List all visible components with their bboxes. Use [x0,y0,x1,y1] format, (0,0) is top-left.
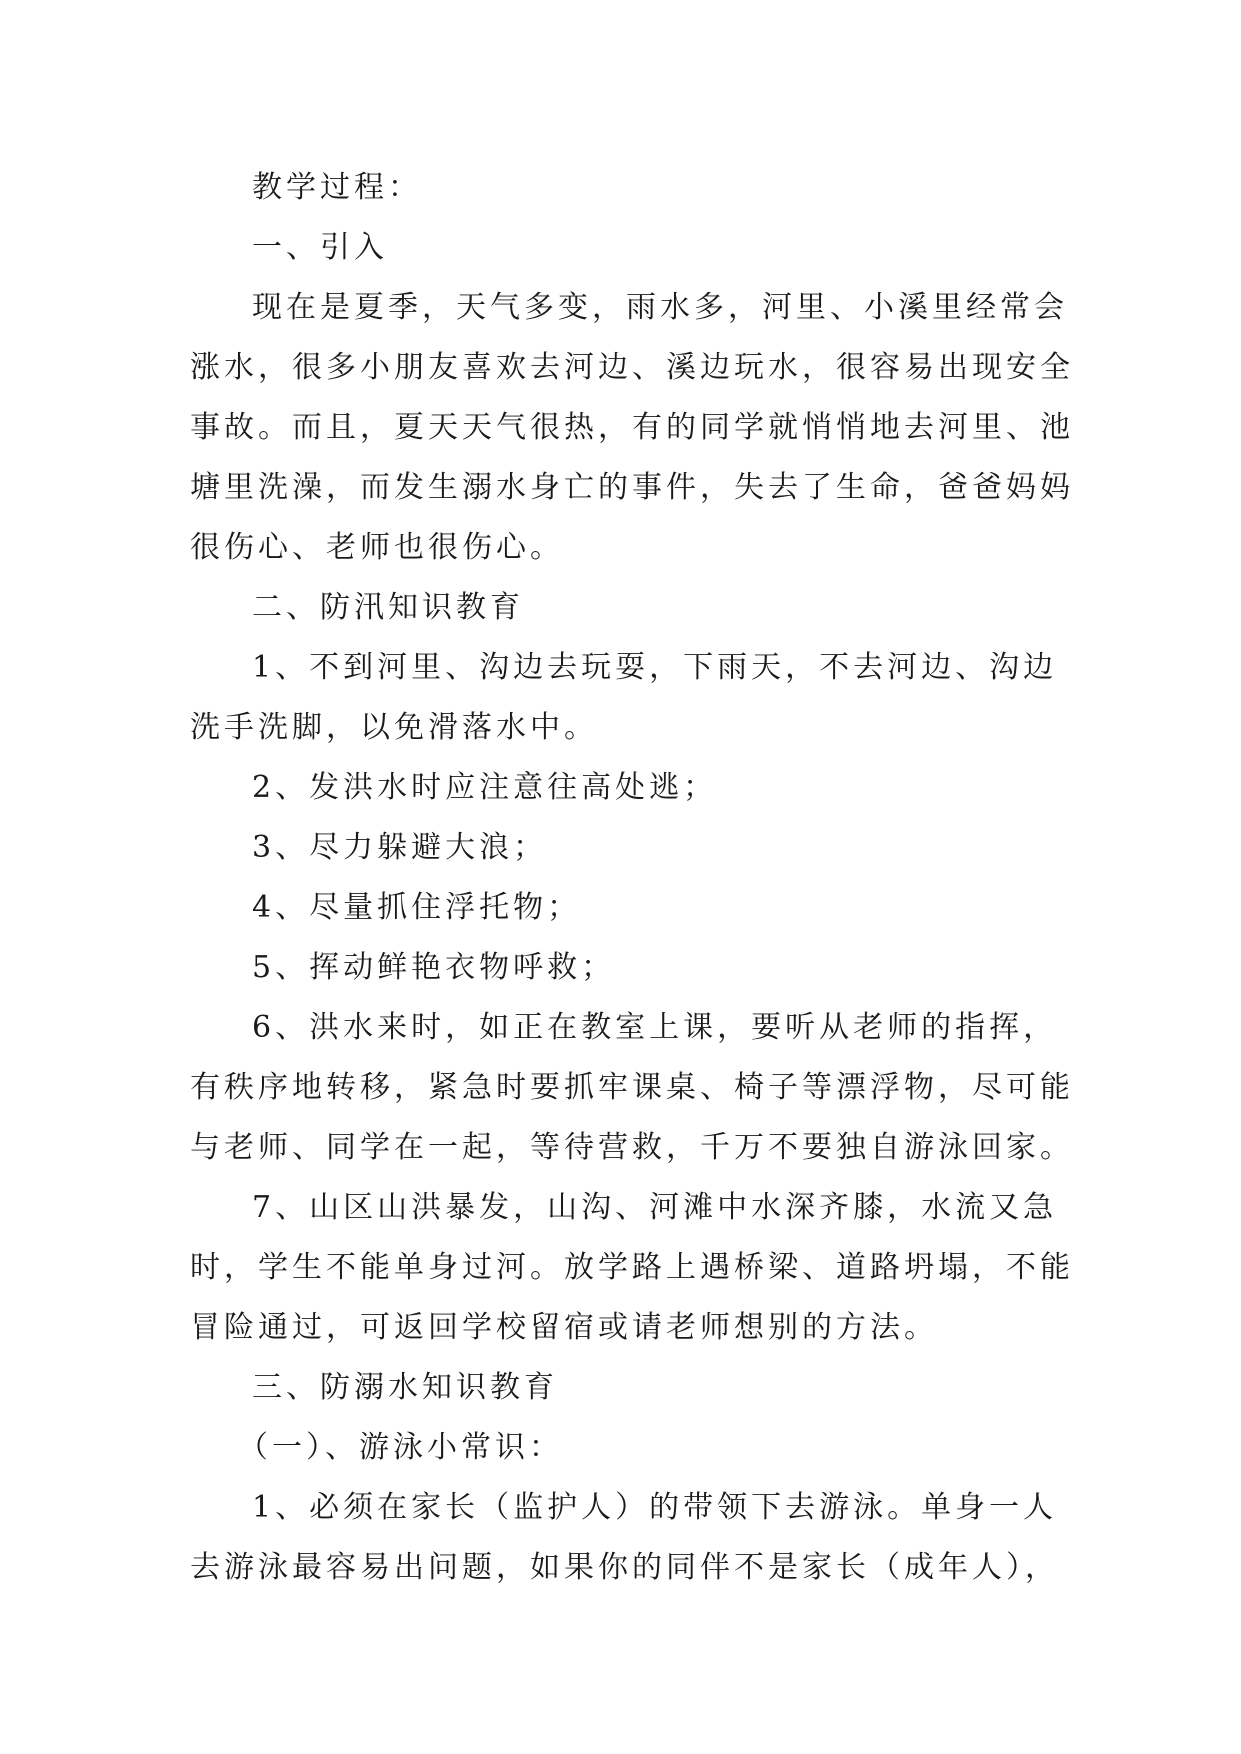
list-item-flood-1 [190,638,1058,758]
list-item-swimming-1 [190,1478,1059,1598]
text-line: 6、洪水来时，如正在教室上课，要听从老师的指挥， [252,1010,1058,1045]
list-item-flood-7 [190,1178,1074,1358]
text-line: 塘里洗澡，而发生溺水身亡的事件，失去了生命，爸爸妈妈 [190,470,1074,505]
text-line: 很伤心、老师也很伤心。 [190,530,564,565]
text-line: 涨水，很多小朋友喜欢去河边、溪边玩水，很容易出现安全 [190,350,1074,385]
text-line: 洗手洗脚，以免滑落水中。 [190,710,598,745]
text-line: 冒险通过，可返回学校留宿或请老师想别的方法。 [190,1310,938,1345]
list-item-flood-3: 3、尽力躲避大浪； [252,830,548,865]
list-item-flood-2: 2、发洪水时应注意往高处逃； [252,770,718,805]
subsection-title-swimming-tips: （一）、游泳小常识： [238,1430,563,1465]
document-body [190,158,1074,1598]
text-line: 7、山区山洪暴发，山沟、河滩中水深齐膝，水流又急 [252,1190,1058,1225]
paragraph-introduction [190,278,1074,578]
heading-teaching-process: 教学过程： [252,170,422,205]
text-line: 时，学生不能单身过河。放学路上遇桥梁、道路坍塌，不能 [190,1250,1074,1285]
text-line: 有秩序地转移，紧急时要抓牢课桌、椅子等漂浮物，尽可能 [190,1070,1074,1105]
text-line: 去游泳最容易出问题，如果你的同伴不是家长（成年人）， [190,1550,1059,1585]
text-line: 事故。而且，夏天天气很热，有的同学就悄悄地去河里、池 [190,410,1074,445]
list-item-flood-5: 5、挥动鲜艳衣物呼救； [252,950,616,985]
text-line: 与老师、同学在一起，等待营救，千万不要独自游泳回家。 [190,1130,1074,1165]
text-line: 1、不到河里、沟边去玩耍，下雨天，不去河边、沟边 [252,650,1058,685]
list-item-flood-6 [190,998,1074,1178]
section-title-introduction: 一、引入 [252,230,388,265]
section-title-flood-prevention: 二、防汛知识教育 [252,590,524,625]
text-line: 现在是夏季，天气多变，雨水多，河里、小溪里经常会 [252,290,1068,325]
list-item-flood-4: 4、尽量抓住浮托物； [252,890,582,925]
text-line: 1、必须在家长（监护人）的带领下去游泳。单身一人 [252,1490,1058,1525]
section-title-drowning-prevention: 三、防溺水知识教育 [252,1370,558,1405]
